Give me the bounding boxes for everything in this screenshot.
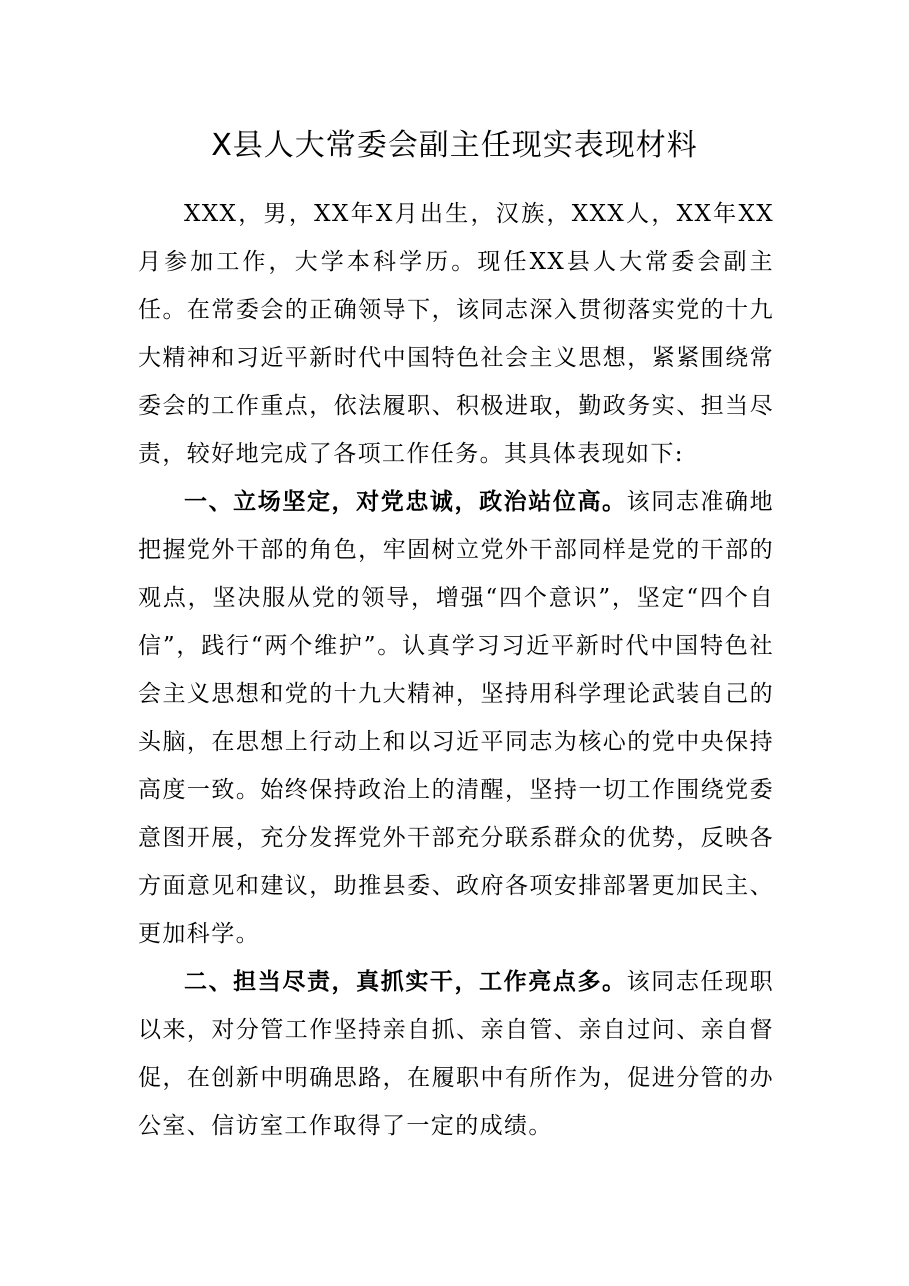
- intro-paragraph: XXX，男，XX年X月出生，汉族，XXX人，XX年XX月参加工作，大学本科学历。现任XX县人大常委会副主任。在常委会的正确领导下，该同志深入贯彻落实党的十九大精神和习近平新时代中国特色社会主义思想，紧紧围绕常委会的工作重点，依法履职、积极进取，勤政务实、担当尽责，较好地完成了各项工作任务。其具体表现如下:: [138, 201, 774, 467]
- document-body: [138, 190, 774, 1150]
- section-text-1: 该同志准确地把握党外干部的角色，牢固树立党外干部同样是党的干部的观点，坚决服从党的领导，增强“四个意识”，坚定“四个自信”，践行“两个维护”。认真学习习近平新时代中国特色社会主义思想和党的十九大精神，坚持用科学理论武装自己的头脑，在思想上行动上和以习近平同志为核心的党中央保持高度一致。始终保持政治上的清醒，坚持一切工作围绕党委意图开展，充分发挥党外干部充分联系群众的优势，反映各方面意见和建议，助推县委、政府各项安排部署更加民主、更加科学。: [138, 489, 774, 947]
- section-heading-2: 二、担当尽责，真抓实干，工作亮点多。: [184, 969, 627, 995]
- section-paragraph-1: [138, 478, 774, 958]
- section-text-2: 该同志任现职以来，对分管工作坚持亲自抓、亲自管、亲自过问、亲自督促，在创新中明确思路，在履职中有所作为，促进分管的办公室、信访室工作取得了一定的成绩。: [138, 969, 774, 1139]
- section-heading-1: 一、立场坚定，对党忠诚，政治站位高。: [184, 489, 627, 515]
- document-title: X县人大常委会副主任现实表现材料: [211, 128, 698, 163]
- section-paragraph-2: [138, 958, 774, 1150]
